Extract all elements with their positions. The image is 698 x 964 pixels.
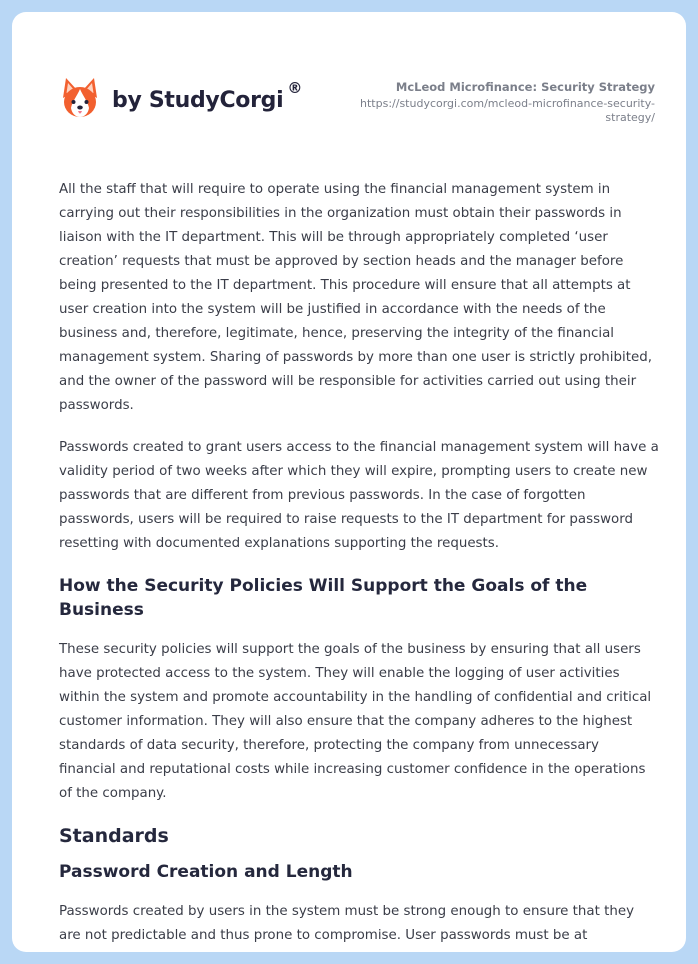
corgi-logo-icon [60, 76, 100, 120]
document-page [12, 12, 686, 952]
paragraph-support-goals: These security policies will support the goals of the business by ensuring that all users have protected access to the system. They will enable the logging of user activities within the system and promote accountability in the handling of confidential and critical customer information. They will also ensure that the company adheres to the highest standards of data security, therefore, protecting the company from unnecessary financial and reputational costs while increasing customer confidence in the operations of the company. [59, 642, 652, 801]
article-body [59, 178, 659, 952]
paragraph-password-validity: Passwords created to grant users access to the financial management system will have a validity period of two weeks after which they will expire, prompting users to create new passwords that are different from previous passwords. In the case of forgotten passwords, users will be required to raise requests to the IT department for password resetting with documented explanations supporting the requests. [59, 440, 659, 551]
studycorgi-logo[interactable] [60, 76, 302, 120]
document-url[interactable]: https://studycorgi.com/mcleod-microfinance-security-strategy/ [360, 97, 655, 124]
registered-mark: ® [287, 79, 303, 97]
page-header [12, 12, 686, 162]
document-meta [325, 80, 655, 125]
document-title: McLeod Microfinance: Security Strategy [395, 80, 655, 94]
heading-standards: Standards [59, 825, 169, 847]
paragraph-user-creation: All the staff that will require to operate using the financial management system in carrying out their responsibilities in the organization must obtain their passwords in liaison with the IT department. This will be through appropriately completed ‘user creation’ requests that must be approved by section heads and the manager before being presented to the IT department. This procedure will ensure that all attempts at user creation into the system will be justified in accordance with the needs of the business and, therefore, legitimate, hence, preserving the integrity of the financial management system. Sharing of passwords by more than one user is strictly prohibited, and the owner of the password will be responsible for activities carried out using their passwords. [59, 182, 652, 413]
heading-password-creation: Password Creation and Length [59, 862, 353, 882]
heading-support-goals: How the Security Policies Will Support the Goals of the Business [59, 576, 588, 620]
brand-name: by StudyCorgi [112, 87, 284, 113]
paragraph-password-creation: Passwords created by users in the system must be strong enough to ensure that they are not predictable and thus prone to compromise. User passwords must be at [59, 904, 634, 943]
